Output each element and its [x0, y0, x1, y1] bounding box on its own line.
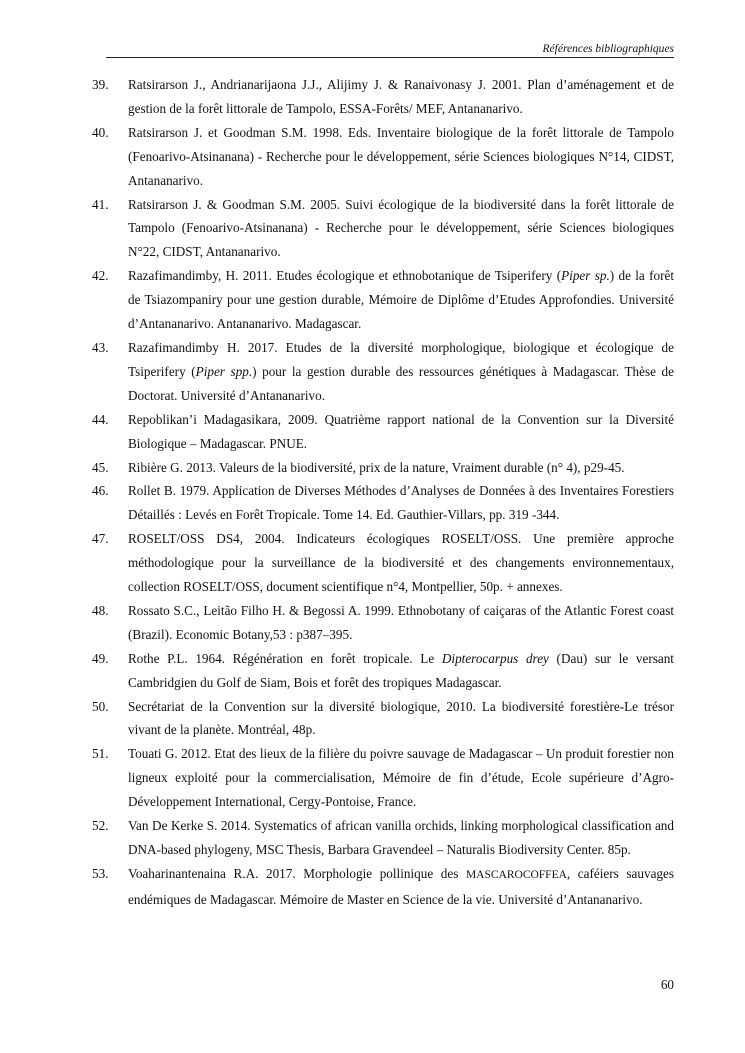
reference-text: Ribière G. 2013. Valeurs de la biodiversité, prix de la nature, Vraiment durable (n° 4), p29-45.	[128, 459, 625, 475]
reference-number: 47.	[92, 531, 109, 547]
reference-text: Repoblikan’i Madagasikara, 2009. Quatrième rapport national de la Convention sur la Diversité Biologique – Madagascar. PNUE.	[128, 411, 674, 451]
reference-list	[92, 73, 674, 912]
reference-item-41	[92, 193, 674, 265]
reference-text: Secrétariat de la Convention sur la diversité biologique, 2010. La biodiversité forestière-Le trésor vivant de la planète. Montréal, 48p.	[128, 698, 674, 738]
reference-number: 39.	[92, 77, 109, 92]
reference-text: ROSELT/OSS DS4, 2004. Indicateurs écologiques ROSELT/OSS. Une première approche méthodologique pour la surveillance de la biodiversité et des changements environnementaux, collection ROSELT/OSS, document scientifique n°4, Montpellier, 50p. + annexes.	[128, 531, 674, 595]
reference-number: 46.	[92, 483, 109, 499]
reference-number: 48.	[92, 602, 109, 618]
running-header	[106, 42, 674, 58]
reference-text-end: ) pour la gestion durable des ressources génétiques à Madagascar. Thèse de Doctorat. Université d’Antananarivo.	[128, 363, 674, 403]
species-name: Piper sp.	[561, 268, 610, 284]
reference-text: Ratsirarson J., Andrianarijaona J.J., Alijimy J. & Ranaivonasy J. 2001. Plan d’aménagement et de gestion de la forêt littorale de Tampolo, ESSA-Forêts/ MEF, Antananarivo.	[128, 77, 674, 116]
reference-text-end: , caféiers sauvages endémiques de Madagascar. Mémoire de Master en Science de la vie. Université d’Antananarivo.	[128, 865, 674, 907]
reference-number: 50.	[92, 698, 109, 714]
reference-item-39	[92, 73, 674, 121]
reference-item-53	[92, 862, 674, 912]
reference-item-52	[92, 814, 674, 862]
reference-text: Touati G. 2012. Etat des lieux de la filière du poivre sauvage de Madagascar – Un produit forestier non ligneux exploité pour la commercialisation, Mémoire de fin d’étude, Ecole supérieure d’Agro-Développement International, Cergy-Pontoise, France.	[128, 746, 674, 810]
reference-number: 51.	[92, 746, 109, 762]
reference-number: 42.	[92, 268, 109, 284]
reference-number: 44.	[92, 411, 109, 427]
reference-text-start: Razafimandimby H. 2017. Etudes de la diversité morphologique, biologique et écologique de Tsiperifery (	[128, 339, 674, 379]
reference-text: Ratsirarson J. & Goodman S.M. 2005. Suivi écologique de la biodiversité dans la forêt littorale de Tampolo (Fenoarivo-Atsinanana) - Recherche pour le développement, série Sciences biologiques N°22, CIDST, Antananarivo.	[128, 196, 674, 260]
reference-number: 41.	[92, 196, 109, 212]
reference-item-49	[92, 647, 674, 695]
reference-item-43	[92, 336, 674, 408]
reference-number: 45.	[92, 459, 109, 475]
reference-item-44	[92, 408, 674, 456]
reference-text-start: Voaharinantenaina R.A. 2017. Morphologie pollinique des	[128, 865, 466, 881]
reference-text: Rollet B. 1979. Application de Diverses Méthodes d’Analyses de Données à des Inventaires Forestiers Détaillés : Levés en Forêt Tropicale. Tome 14. Ed. Gauthier-Villars, pp. 319 -344.	[128, 483, 674, 523]
reference-text: Ratsirarson J. et Goodman S.M. 1998. Eds. Inventaire biologique de la forêt littorale de Tampolo (Fenoarivo-Atsinanana) - Recherche pour le développement, série Sciences biologiques N°14, CIDST, Antananarivo.	[128, 124, 674, 188]
reference-text: Van De Kerke S. 2014. Systematics of african vanilla orchids, linking morphological classification and DNA-based phylogeny, MSC Thesis, Barbara Gravendeel – Naturalis Biodiversity Center. 85p.	[128, 818, 674, 857]
reference-item-46	[92, 479, 674, 527]
reference-number: 53.	[92, 865, 109, 881]
reference-text-end: ) de la forêt de Tsiazompaniry pour une gestion durable, Mémoire de Diplôme d’Etudes Approfondies. Université d’Antananarivo. Antananarivo. Madagascar.	[128, 268, 674, 332]
reference-number: 40.	[92, 124, 109, 140]
reference-text-start: Razafimandimby, H. 2011. Etudes écologique et ethnobotanique de Tsiperifery (	[128, 268, 562, 284]
reference-text-end: (Dau) sur le versant Cambridgien du Golf de Siam, Bois et forêt des tropiques Madagascar.	[128, 650, 674, 690]
running-header-title: Références bibliographiques	[542, 43, 674, 55]
reference-item-47	[92, 527, 674, 599]
page-number: 60	[660, 977, 674, 992]
reference-number: 49.	[92, 650, 109, 666]
reference-text-start: Rothe P.L. 1964. Régénération en forêt tropicale. Le	[128, 650, 442, 666]
reference-item-48	[92, 599, 674, 647]
reference-item-42	[92, 264, 674, 336]
genus-name: MASCAROCOFFEA	[465, 868, 567, 881]
reference-item-45	[92, 456, 674, 480]
species-name: Dipterocarpus drey	[441, 650, 549, 666]
reference-item-50	[92, 695, 674, 743]
species-name: Piper spp.	[195, 363, 253, 379]
reference-number: 43.	[92, 339, 109, 355]
reference-text: Rossato S.C., Leitão Filho H. & Begossi A. 1999. Ethnobotany of caiçaras of the Atlantic Forest coast (Brazil). Economic Botany,53 : p387–395.	[128, 602, 674, 642]
reference-number: 52.	[92, 818, 109, 834]
reference-item-40	[92, 121, 674, 193]
reference-item-51	[92, 742, 674, 814]
